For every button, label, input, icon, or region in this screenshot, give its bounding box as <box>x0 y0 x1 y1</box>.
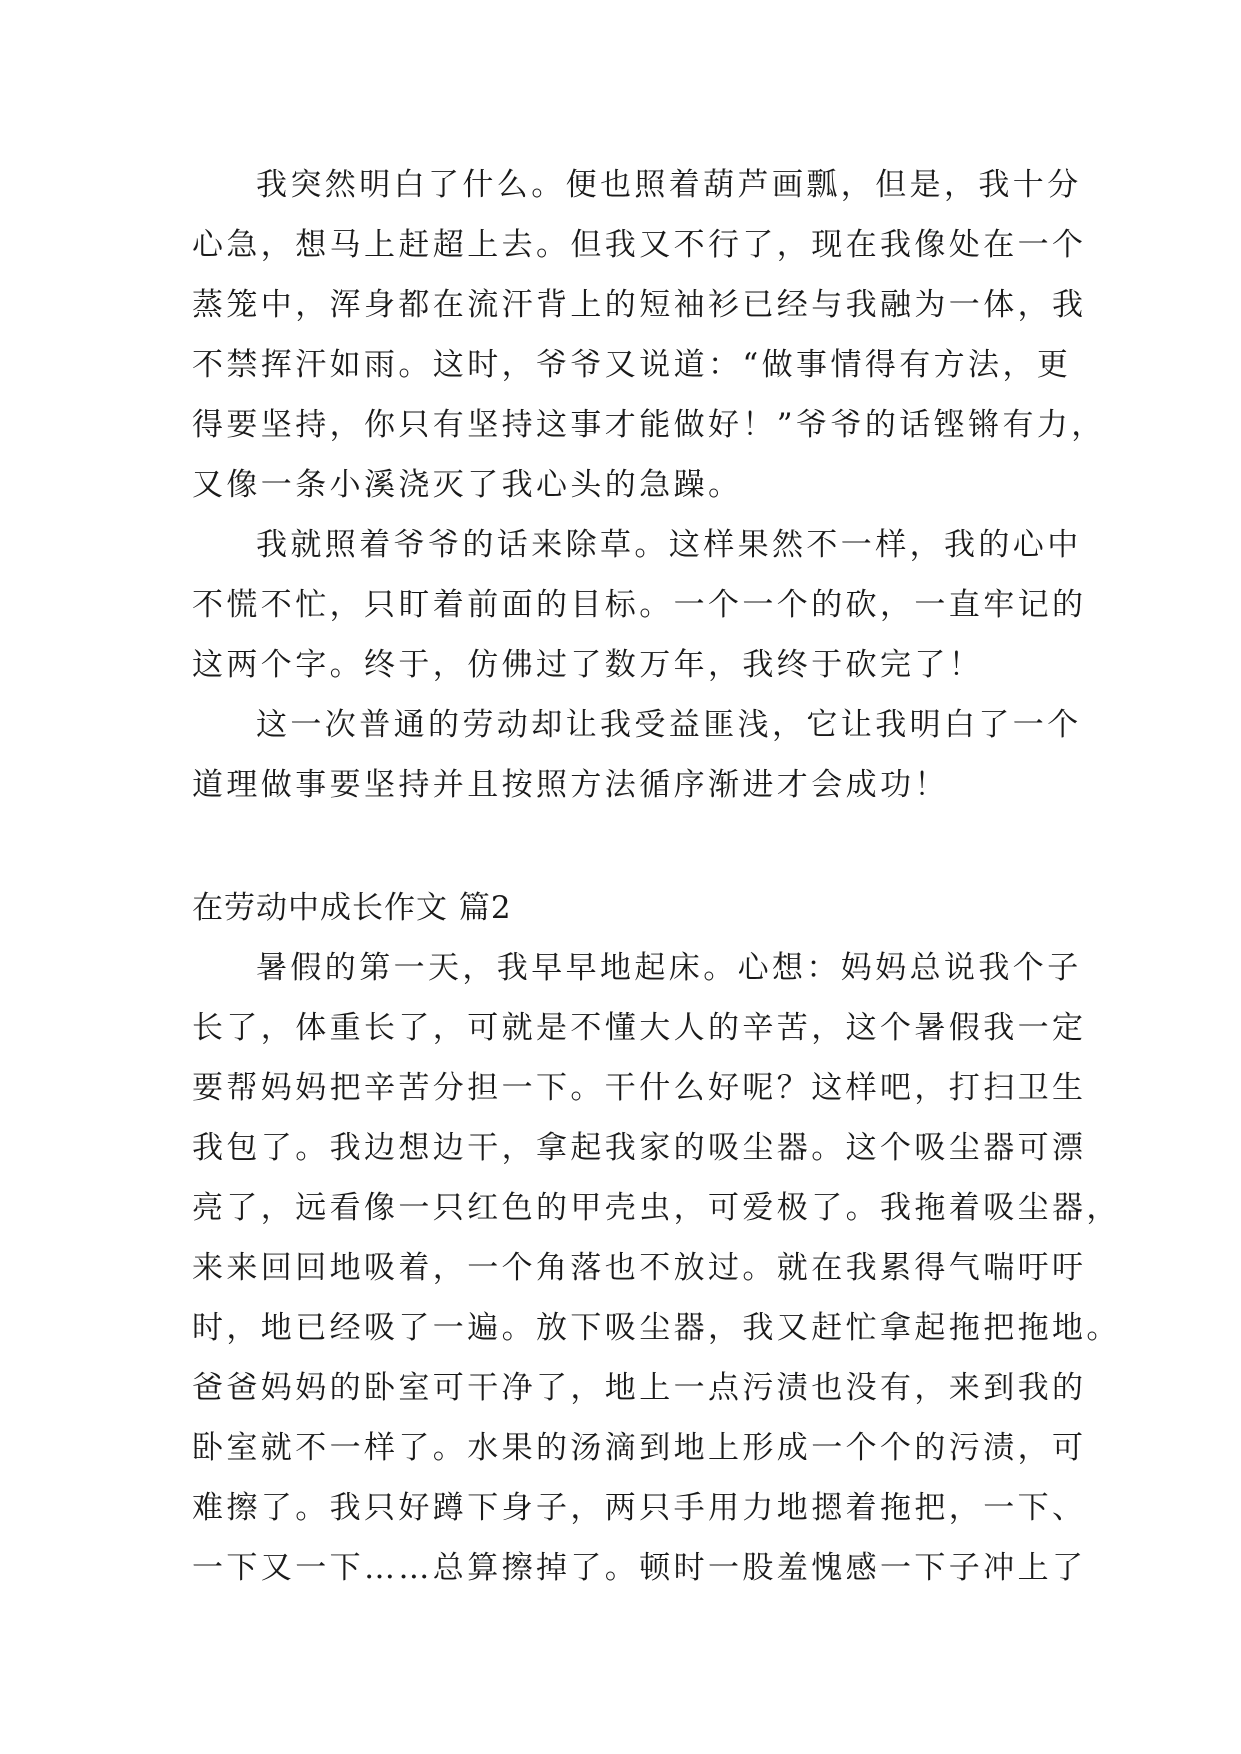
paragraph-line: 长了，体重长了，可就是不懂大人的辛苦，这个暑假我一定 <box>192 1010 1087 1046</box>
paragraph-line: 又像一条小溪浇灭了我心头的急躁。 <box>192 467 743 503</box>
paragraph-line: 一下又一下……总算擦掉了。顿时一股羞愧感一下子冲上了 <box>192 1550 1087 1586</box>
paragraph-line: 我就照着爷爷的话来除草。这样果然不一样，我的心中 <box>256 527 1082 563</box>
paragraph-line: 来来回回地吸着，一个角落也不放过。就在我累得气喘吁吁 <box>192 1250 1087 1286</box>
paragraph-line: 亮了，远看像一只红色的甲壳虫，可爱极了。我拖着吸尘器， <box>192 1190 1121 1226</box>
paragraph-line: 时，地已经吸了一遍。放下吸尘器，我又赶忙拿起拖把拖地。 <box>192 1310 1121 1346</box>
paragraph-line: 我包了。我边想边干，拿起我家的吸尘器。这个吸尘器可漂 <box>192 1130 1087 1166</box>
paragraph-line: 不禁挥汗如雨。这时，爷爷又说道：“做事情得有方法，更 <box>192 347 1072 383</box>
paragraph-line: 要帮妈妈把辛苦分担一下。干什么好呢？这样吧，打扫卫生 <box>192 1070 1087 1106</box>
paragraph-line: 心急，想马上赶超上去。但我又不行了，现在我像处在一个 <box>192 227 1087 263</box>
paragraph-line: 暑假的第一天，我早早地起床。心想：妈妈总说我个子 <box>256 950 1082 986</box>
paragraph-line: 这两个字。终于，仿佛过了数万年，我终于砍完了！ <box>192 647 984 683</box>
section-heading: 在劳动中成长作文 篇2 <box>192 890 512 926</box>
paragraph-line: 卧室就不一样了。水果的汤滴到地上形成一个个的污渍，可 <box>192 1430 1087 1466</box>
paragraph-line: 爸爸妈妈的卧室可干净了，地上一点污渍也没有，来到我的 <box>192 1370 1087 1406</box>
paragraph-line: 难擦了。我只好蹲下身子，两只手用力地摁着拖把，一下、 <box>192 1490 1087 1526</box>
paragraph-line: 这一次普通的劳动却让我受益匪浅，它让我明白了一个 <box>256 707 1082 743</box>
paragraph-line: 我突然明白了什么。便也照着葫芦画瓢，但是，我十分 <box>256 167 1082 203</box>
paragraph-line: 蒸笼中，浑身都在流汗背上的短袖衫已经与我融为一体，我 <box>192 287 1087 323</box>
paragraph-line: 道理做事要坚持并且按照方法循序渐进才会成功！ <box>192 767 949 803</box>
paragraph-line: 不慌不忙，只盯着前面的目标。一个一个的砍，一直牢记的 <box>192 587 1087 623</box>
paragraph-line: 得要坚持，你只有坚持这事才能做好！”爷爷的话铿锵有力， <box>192 407 1106 443</box>
